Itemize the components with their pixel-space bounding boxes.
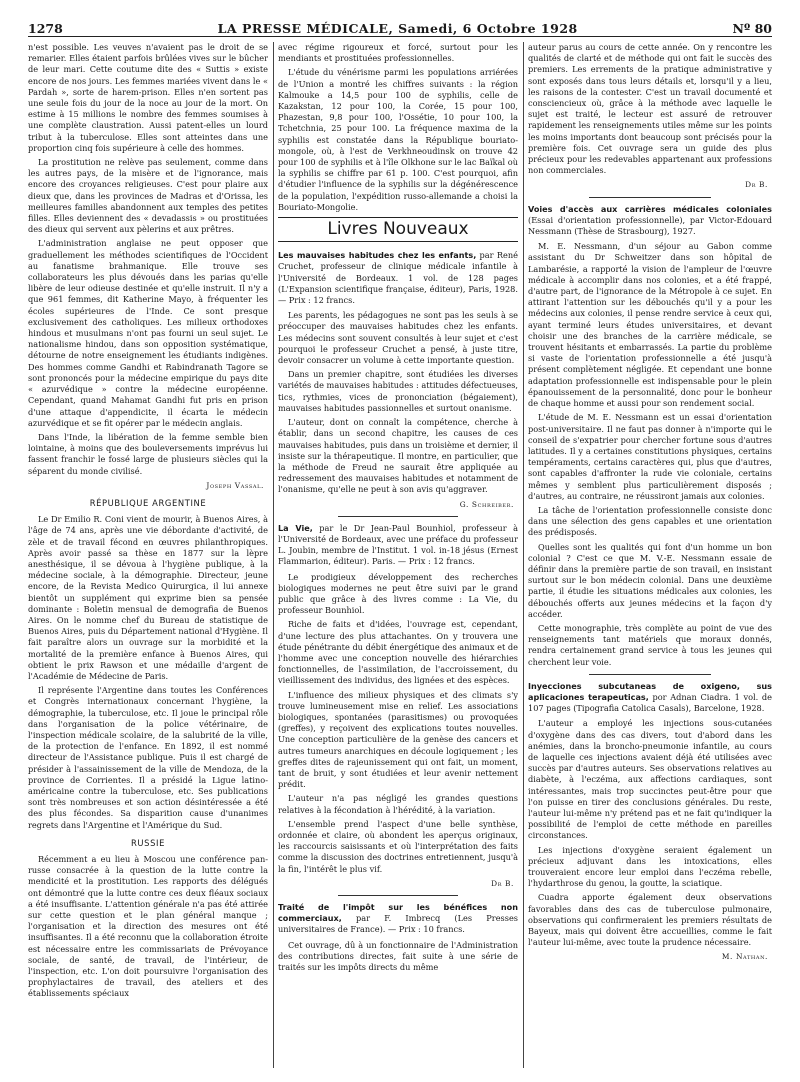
paragraph: Le prodigieux développement des recherches biologiques modernes ne peut être suivi par le grand public que grâce à des livres comme : La Vie, du professeur Bounhiol. <box>278 571 518 616</box>
column-divider <box>273 42 274 1068</box>
paragraph: L'auteur a employé les injections sous-cutanées d'oxygène dans des cas divers, tout d'abord dans les anémies, dans la broncho-pneumonie infantile, au cours de laquelle ces injections avaient déjà été utilisées avec succès par d'autres auteurs. Ses observations relatives au diabète, à l'eczéma, aux affections cardiaques, sont intéressantes, mais trop succinctes peut-être pour que l'on puisse en tirer des conclusions générales. Du reste, l'auteur lui-même n'y prétend pas et ne fait qu'indiquer la possibilité de l'emploi de cette méthode en pareilles circonstances. <box>528 718 772 841</box>
paragraph: Les injections d'oxygène seraient également un précieux adjuvant dans les intoxications, elles trouveraient encore leur emploi dans l'eczéma rebelle, l'hydarthrose du genou, la goutte, la sciatique. <box>528 844 772 889</box>
paragraph: L'étude de M. E. Nessmann est un essai d'orientation post-universitaire. Il ne faut pas donner à n'importe qui le conseil de s'expatrier pour chercher fortune sous d'autres latitudes. Il y a certaines constitutions physiques, certains tempéraments, certains caractères qui, plus que d'autres, sont capables d'affronter la rude vie coloniale, certains mêmes y semblent plus particulièrement disposés ; d'autres, au contraire, ne réussiront jamais aux colonies. <box>528 412 772 501</box>
paragraph: auteur parus au cours de cette année. On y rencontre les qualités de clarté et de méthode qui ont fait le succès des premiers. Les errements de la pratique administrative y sont exposés dans tous leurs détails et, lorsqu'il y a lieu, les raisons de la contester. C'est un travail documenté et consciencieux où, grâce à la méthode avec laquelle le sujet est traité, le lecteur est assuré de retrouver rapidement les renseignements utiles même sur les points les moins importants dont beaucoup sont précisés pour la première fois. Cet ouvrage sera un guide des plus précieux pour les redevables appartenant aux professions non commerciales. <box>528 42 772 176</box>
paragraph: Dans l'Inde, la libération de la femme semble bien lointaine, à moins que des bouleversements imprévus lui fassent franchir le fossé large de plusieurs siècles qui la séparent du monde civilisé. <box>28 431 268 476</box>
section-title: Livres Nouveaux <box>278 217 518 242</box>
paragraph: avec régime rigoureux et forcé, surtout pour les mendiants et prostituées professionnelles. <box>278 42 518 64</box>
paragraph: L'ensemble prend l'aspect d'une belle synthèse, ordonnée et claire, où abondent les aperçus originaux, les raccourcis saisissants et où l'interprétation des faits comme la discussion des doctrines entretiennent, jusqu'à la fin, l'intérêt le plus vif. <box>278 818 518 874</box>
book-reference: par René Cruchet, professeur de clinique médicale infantile à l'Université de Bordeaux. 1 vol. de 128 pages (L'Expansion scientifique française, éditeur), Paris, 1928. — Prix : 12 francs. <box>278 250 518 306</box>
book-review <box>528 204 772 238</box>
book-review <box>278 250 518 306</box>
book-title: Voies d'accès aux carrières médicales coloniales <box>528 203 772 214</box>
column-middle <box>278 42 518 1068</box>
paragraph: Dans un premier chapitre, sont étudiées les diverses variétés de mauvaises habitudes : attitudes défectueuses, tics, rythmies, vices de prononciation (bégaiement), mauvaises habitudes passionnelles et surtout onanisme. <box>278 369 518 413</box>
book-title: La Vie, <box>278 522 313 533</box>
book-review <box>278 523 518 568</box>
paragraph: L'administration anglaise ne peut opposer que graduellement les méthodes scientifiques de l'Occident au fanatisme brahmanique. Elle trouve ses collaborateurs les plus dévoués dans les parias qu'elle libère de leur odieuse destinée et qu'elle instruit. Il n'y a que 961 femmes, dit Katherine Mayo, à fréquenter les écoles supérieures de l'Inde. Ce sont presque exclusivement des catholiques. Les milieux orthodoxes hindous et musulmans n'ont pas fourni un seul sujet. Le nationalisme hindou, dans son opposition systématique, détourne de notre enseignement les étudiants indigènes. Des hommes comme Gandhi et Rabindranath Tagore se sont prononcés pour la médecine empirique du pays dite « azurvédique » contre la médecine européenne. Cependant, quand Mahamat Gandhi fut pris en prison d'une attaque d'appendicite, il écarta le médecin azurvédique et se fit opérer par le médecin anglais. <box>28 238 268 428</box>
book-reference: par le Dr Jean-Paul Bounhiol, professeur à l'Université de Bordeaux, avec une préface du professeur L. Joubin, membre de l'Institut. 1 vol. in-18 jésus (Ernest Flammarion, éditeur). Paris. — Prix : 12 francs. <box>278 522 518 567</box>
paragraph: Riche de faits et d'idées, l'ouvrage est, cependant, d'une lecture des plus attachantes. On y trouvera une étude pénétrante du débit énergétique des animaux et de l'homme avec une conception nouvelle des hiérarchies fonctionnelles, de l'assimilation, de l'accroissement, du vieillissement des individus, des lignées et des espèces. <box>278 619 518 686</box>
author-signature: G. Schreiber. <box>459 499 514 509</box>
paragraph: L'auteur n'a pas négligé les grandes questions relatives à la fécondation à l'hérédité, à la variation. <box>278 793 518 815</box>
author-signature: Joseph Vassal. <box>206 480 264 490</box>
section-heading: RÉPUBLIQUE ARGENTINE <box>89 497 207 508</box>
column-right <box>528 42 772 1068</box>
column-left <box>28 42 268 1068</box>
page-number: 1278 <box>28 21 63 36</box>
paragraph: La prostitution ne relève pas seulement, comme dans les autres pays, de la misère et de l'ignorance, mais encore des croyances religieuses. C'est pour plaire aux dieux que, dans les provinces de Madras et d'Orissa, les meilleures familles abandonnent aux temples des petites filles. Elles deviennent des « devadassis » ou prostituées des dieux qui servent aux pèlerins et aux prêtres. <box>28 157 268 235</box>
author-signature: Dr B. <box>491 878 514 888</box>
paragraph: L'auteur, dont on connaît la compétence, cherche à établir, dans un second chapitre, les causes de ces mauvaises habitudes, puis dans un troisième et dernier, il insiste sur la thérapeutique. Il montre, en particulier, que la méthode de Freud ne saurait être appliquée au redressement des mauvaises habitudes et notamment de l'onanisme, qu'elle ne peut à son avis qu'aggraver. <box>278 417 518 495</box>
paragraph: Quelles sont les qualités qui font d'un homme un bon colonial ? C'est ce que M. V.-E. Nessmann essaie de définir dans la première partie de son travail, en insistant surtout sur le bon médecin colonial. Dans une deuxième partie, il étudie les situations médicales aux colonies, les débouchés offerts aux jeunes médecins et la façon d'y accéder. <box>528 541 772 619</box>
paragraph: L'influence des milieux physiques et des climats s'y trouve lumineusement mise en relief. Les associations biologiques, spontanées (parasitismes) ou provoquées (greffes), y reçoivent des explications toutes nouvelles. Une conception particulière de la genèse des cancers et autres tumeurs anarchiques en découle logiquement ; les greffes dites de rajeunissement qui ont fait, un moment, tant de bruit, y sont étudiées et leur avenir nettement prédit. <box>278 689 518 790</box>
book-title: Traité de l'impôt sur les bénéfices non commerciaux, <box>278 902 518 924</box>
book-reference: por Adnan Ciadra. 1 vol. de 107 pages (Tipografia Catolica Casals), Barcelone, 1928. <box>528 691 772 714</box>
divider <box>589 674 711 675</box>
paragraph: Cette monographie, très complète au point de vue des renseignements tant matériels que moraux donnés, rendra certainement grand service à tous les jeunes qui cherchent leur voie. <box>528 622 772 667</box>
author-signature: Dr B. <box>745 180 768 190</box>
divider <box>338 895 458 896</box>
paragraph: L'étude du vénérisme parmi les populations arriérées de l'Union a montré les chiffres suivants : la région Kalmouke a 14,5 pour 100 de syphilis, celle de Kazakstan, 12 pour 100, la Corée, 15 pour 100, Phazestan, 9,8 pour 100, l'Ossétie, 10 pour 100, la Tchetchnia, 25 pour 100. La fréquence maxima de la syphilis est constatée dans la République bouriato-mongole, où, à l'est de Verkhneoudinsk on trouve 42 pour 100 de syphilis et à l'île Olkhone sur le lac Baïkal où la syphilis se chiffre par 61 p. 100. C'est pourquoi, afin d'étudier l'influence de la syphilis sur la dégénérescence de la population, l'expédition russo-allemande a choisi la Bouriato-Mongolie. <box>278 67 518 212</box>
book-review <box>528 681 772 715</box>
paragraph: Cuadra apporte également deux observations favorables dans des cas de tuberculose pulmonaire, observations qui confirmeraient les premiers résultats de Bayeux, mais qui doivent être accueillies, comme le fait l'auteur lui-même, avec toute la prudence nécessaire. <box>528 892 772 948</box>
section-heading: RUSSIE <box>131 837 165 848</box>
divider <box>338 516 458 517</box>
paragraph: La tâche de l'orientation professionnelle consiste donc dans une sélection des gens capables et une orientation des prédisposés. <box>528 504 772 538</box>
book-title: Inyecciones subcutaneas de oxigeno, sus aplicaciones terapeuticas, <box>528 680 772 702</box>
page-header <box>28 18 772 37</box>
book-review <box>278 902 518 936</box>
book-title: Les mauvaises habitudes chez les enfants, <box>278 250 477 261</box>
divider <box>589 197 711 198</box>
paragraph: M. E. Nessmann, d'un séjour au Gabon comme assistant du Dr Schweitzer dans son hôpital de Lambarésie, a rapporté la vision de l'ampleur de l'œuvre médicale à accomplir dans nos colonies, et a été frappé, d'autre part, de l'ignorance de la Métropole à ce sujet. En attirant l'attention sur les débouchés qu'il y a pour les médecins aux colonies, il pense rendre service à ceux qui, ayant terminé leurs études universitaires, et devant choisir une des branches de la carrière médicale, se trouvent hésitants et embarrassés. La partie du problème si vaste de l'orientation professionnelle a été jusqu'à présent complètement négligée. Et cependant une bonne adaptation professionnelle est indispensable pour le plein épanouissement de la personnalité, donc pour le bonheur de chaque homme et aussi pour son rendement social. <box>528 241 772 409</box>
paragraph: Les parents, les pédagogues ne sont pas les seuls à se préoccuper des mauvaises habitudes chez les enfants. Les médecins sont souvent consultés à leur sujet et c'est pourquoi le professeur Cruchet a pensé, à juste titre, devoir consacrer un volume à cette importante question. <box>278 310 518 366</box>
paragraph: Le Dr Emilio R. Coni vient de mourir, à Buenos Aires, à l'âge de 74 ans, après une vie débordante d'activité, de zèle et de travail fécond en œuvres philanthropiques. Après avoir passé sa thèse en 1877 sur la lèpre anesthésique, il se dévoua à l'hygiène publique, à la médecine sociale, à la démographie. Directeur, jeune encore, de la Revista Medico Quirurgica, il lui annexe bientôt un supplément qui exprime bien sa pensée dominante : Boletin mensual de demografia de Buenos Aires. On le nomme chef du Bureau de statistique de Buenos Aires, puis du Département national d'Hygiène. Il fait paraître alors un ouvrage sur la morbidité et la mortalité de la première enfance à Buenos Aires, qui obtient le prix Rawson et une médaille d'argent de l'Académie de Médecine de Paris. <box>28 514 268 681</box>
column-divider <box>523 42 524 1068</box>
paragraph: Récemment a eu lieu à Moscou une conférence pan-russe consacrée à la question de la lutte contre la mendicité et la prostitution. Les rapports des délégués ont démontré que la lutte contre ces deux fléaux sociaux a été insuffisante. L'attention générale n'a pas été attirée sur cette question et le plan général manque ; l'organisation et la direction des mesures ont été insuffisantes. Il a été reconnu que la collaboration étroite est nécessaire entre les commissariats de Prévoyance sociale, de santé, de travail, de l'intérieur, de l'inspection, etc. L'on doit poursuivre l'organisation des prophylactaires de travail, des ateliers et des établissements spéciaux <box>28 854 268 999</box>
author-signature: M. Nathan. <box>721 952 768 962</box>
journal-title: LA PRESSE MÉDICALE, Samedi, 6 Octobre 1928 <box>217 21 578 36</box>
issue-number: Nº 80 <box>732 21 772 36</box>
book-reference: par F. Imbrecq (Les Presses universitaires de France). — Prix : 10 francs. <box>278 913 518 935</box>
paragraph: Cet ouvrage, dû à un fonctionnaire de l'Administration des contributions directes, fait suite à une série de traités sur les impôts directs du même <box>278 939 518 973</box>
paragraph: Il représente l'Argentine dans toutes les Conférences et Congrès internationaux concernant l'hygiène, la démographie, la tuberculose, etc. Il joue le principal rôle dans l'organisation de la police vétérinaire, de l'inspection médicale scolaire, de la salubrité de la ville, de la protection de l'enfance. En 1892, il est nommé directeur de l'Assistance publique. Puis il est chargé de présider à l'assainissement de la ville de Mendoza, de la province de Corrientes. Il a présidé la Ligue latino-américaine contre la tuberculose, etc. Ses publications sont très nombreuses et son action désintéressée a été des plus fécondes. Sa disparition cause d'unanimes regrets dans l'Argentine et l'Amérique du Sud. <box>28 685 268 830</box>
book-reference: (Essai d'orientation professionnelle), par Victor-Edouard Nessmann (Thèse de Strasbourg), 1927. <box>528 214 772 237</box>
paragraph: n'est possible. Les veuves n'avaient pas le droit de se remarier. Elles étaient parfois brûlées vives sur le bûcher de leur mari. Cette coutume dite des « Suttis » existe encore de nos jours. Les femmes mariées vivent dans le « Pardah », sorte de harem-prison. Elles n'en sortent pas une seule fois du jour de la noce au jour de la mort. On estime à 15 millions le nombre des femmes soumises à une complète claustration. Aussi patent-elles un lourd tribut à la tuberculose. Elles sont atteintes dans une proportion cinq fois supérieure à celle des hommes. <box>28 42 268 153</box>
